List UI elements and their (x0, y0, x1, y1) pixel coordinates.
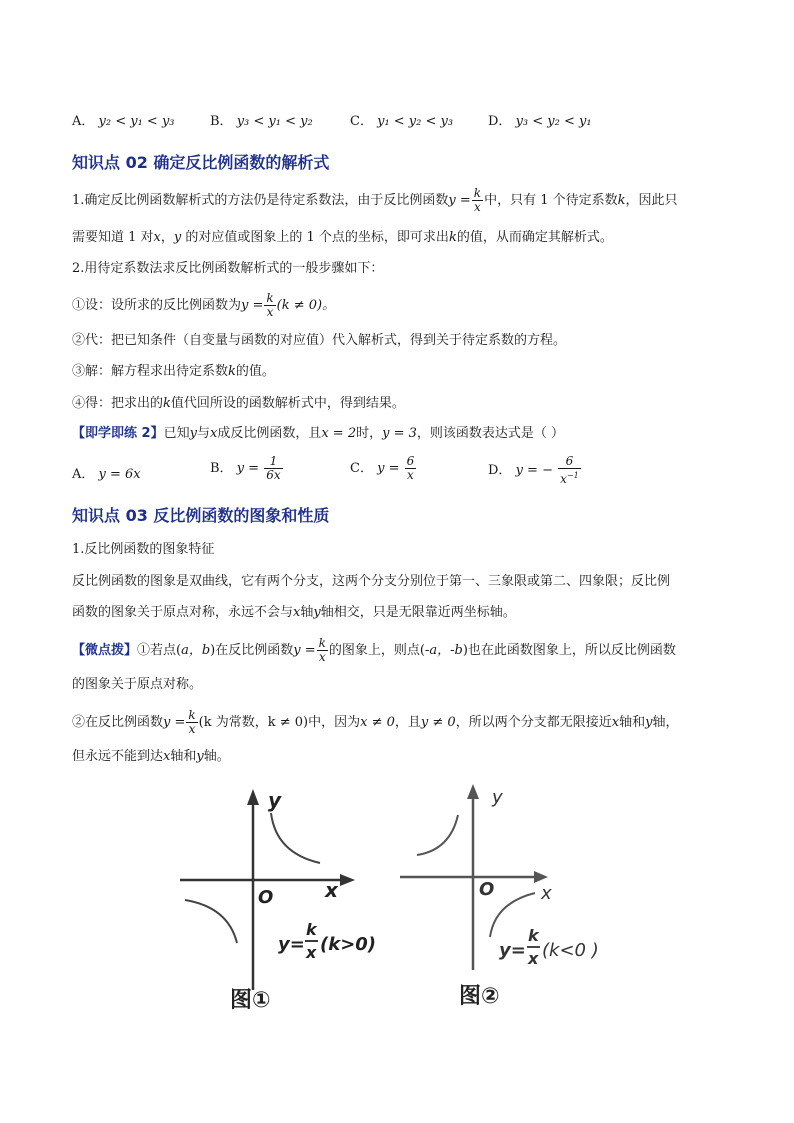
section-heading-03: 知识点 03 反比例函数的图象和性质 (72, 506, 330, 525)
formula-condition: (k>0) (320, 934, 377, 955)
q1-option-c[interactable]: C． y₁ < y₂ < y₃ (350, 114, 454, 129)
paragraph-steps-intro: 2.用待定系数法求反比例函数解析式的一般步骤如下： (72, 261, 384, 276)
figure-1-caption: 图① (230, 988, 271, 1013)
fraction-k-over-x: $\frac{k}{x}$ (473, 186, 482, 214)
paragraph-method-line2: 需要知道 1 对x，y 的对应值或图象上的 1 个点的坐标，即可求出k的值，从而确定其解析式。 (72, 230, 613, 245)
x-axis-label: x (541, 883, 552, 904)
paragraph-graph-features-line1: 反比例函数的图象是双曲线，它有两个分支，这两个分支分别位于第一、三象限或第二、四象限；反比例 (72, 574, 671, 589)
step-3-solve: ③解：解方程求出待定系数k的值。 (72, 364, 275, 379)
y-axis-label: y (492, 787, 503, 808)
formula-numerator: k (306, 920, 317, 939)
step-4-result: ④得：把求出的k值代回所设的函数解析式中，得到结果。 (72, 396, 405, 411)
origin-label: O (258, 887, 274, 908)
formula-denominator: x (528, 949, 539, 968)
hyperbola-branch-q3 (185, 900, 237, 943)
x-axis-arrow (340, 874, 355, 886)
formula-condition: (k<0 ) (542, 940, 599, 961)
step-2-substitute: ②代：把已知条件（自变量与函数的对应值）代入解析式，得到关于待定系数的方程。 (72, 333, 567, 348)
figure-1-hyperbola-k-positive (150, 775, 390, 1020)
q2-option-d[interactable]: D． y = − $\frac{6}{x^{-1}}$ (488, 454, 579, 486)
formula-numerator: k (528, 926, 539, 945)
q1-option-b[interactable]: B． y₃ < y₁ < y₂ (210, 114, 313, 129)
fraction-k-over-x: $\frac{k}{x}$ (188, 708, 196, 736)
y-axis-arrow (467, 784, 479, 799)
figure-2-caption: 图② (459, 984, 500, 1009)
paragraph-graph-features-title: 1.反比例函数的图象特征 (72, 542, 215, 557)
practice-tag: 【即学即练 2】 (72, 426, 164, 441)
y-axis-arrow (247, 789, 259, 805)
fraction-k-over-x: $\frac{k}{x}$ (318, 636, 326, 664)
x-axis-label: x (325, 878, 338, 902)
q1-option-d[interactable]: D． y₃ < y₂ < y₁ (488, 114, 592, 129)
formula-lhs: y= (278, 934, 305, 955)
origin-label: O (479, 879, 495, 900)
q2-option-b[interactable]: B． y = $\frac{1}{6x}$ (210, 454, 281, 482)
tip-1-line2: 的图象关于原点对称。 (72, 677, 203, 692)
hyperbola-branch-q1 (271, 813, 320, 863)
tip-1-line1: 【微点拨】①若点(a，b)在反比例函数y = $\frac{k}{x}$ 的图象上，则点(-a，-b)也在此函数图象上，所以反比例函数 (72, 636, 676, 664)
formula-lhs: y= (499, 940, 526, 961)
y-axis-label: y (268, 788, 282, 812)
fraction-k-over-x: $\frac{k}{x}$ (266, 291, 274, 319)
step-1-set: ①设：设所求的反比例函数为y = $\frac{k}{x}$ (k ≠ 0)。 (72, 291, 336, 319)
tip-2-line2: 但永远不能到达x轴和y轴。 (72, 749, 230, 764)
hyperbola-branch-q2 (417, 815, 458, 855)
paragraph-graph-features-line2: 函数的图象关于原点对称，永远不会与x轴y轴相交，只是无限靠近两坐标轴。 (72, 605, 516, 620)
tip-2-line1: ②在反比例函数y = $\frac{k}{x}$ (k 为常数，k ≠ 0)中，因为x ≠ 0，且y ≠ 0，所以两个分支都无限接近x轴和y轴， (72, 708, 679, 736)
q2-option-c[interactable]: C． y = $\frac{6}{x}$ (350, 454, 415, 482)
q1-option-a[interactable]: A． y₂ < y₁ < y₃ (72, 114, 175, 129)
figure-2-hyperbola-k-negative (395, 775, 635, 1020)
x-axis-arrow (534, 871, 548, 883)
paragraph-method-line1: 1.确定反比例函数解析式的方法仍是待定系数法，由于反比例函数y = $\frac{k}{x}$ 中，只有 1 个待定系数k，因此只 (72, 186, 678, 214)
tip-tag: 【微点拨】 (72, 643, 138, 658)
formula-denominator: x (306, 943, 317, 962)
section-heading-02: 知识点 02 确定反比例函数的解析式 (72, 153, 330, 172)
q2-option-a[interactable]: A． y = 6x (72, 467, 141, 482)
practice-question-2: 【即学即练 2】已知y与x成反比例函数，且x = 2时，y = 3，则该函数表达式是（ ） (72, 426, 565, 441)
